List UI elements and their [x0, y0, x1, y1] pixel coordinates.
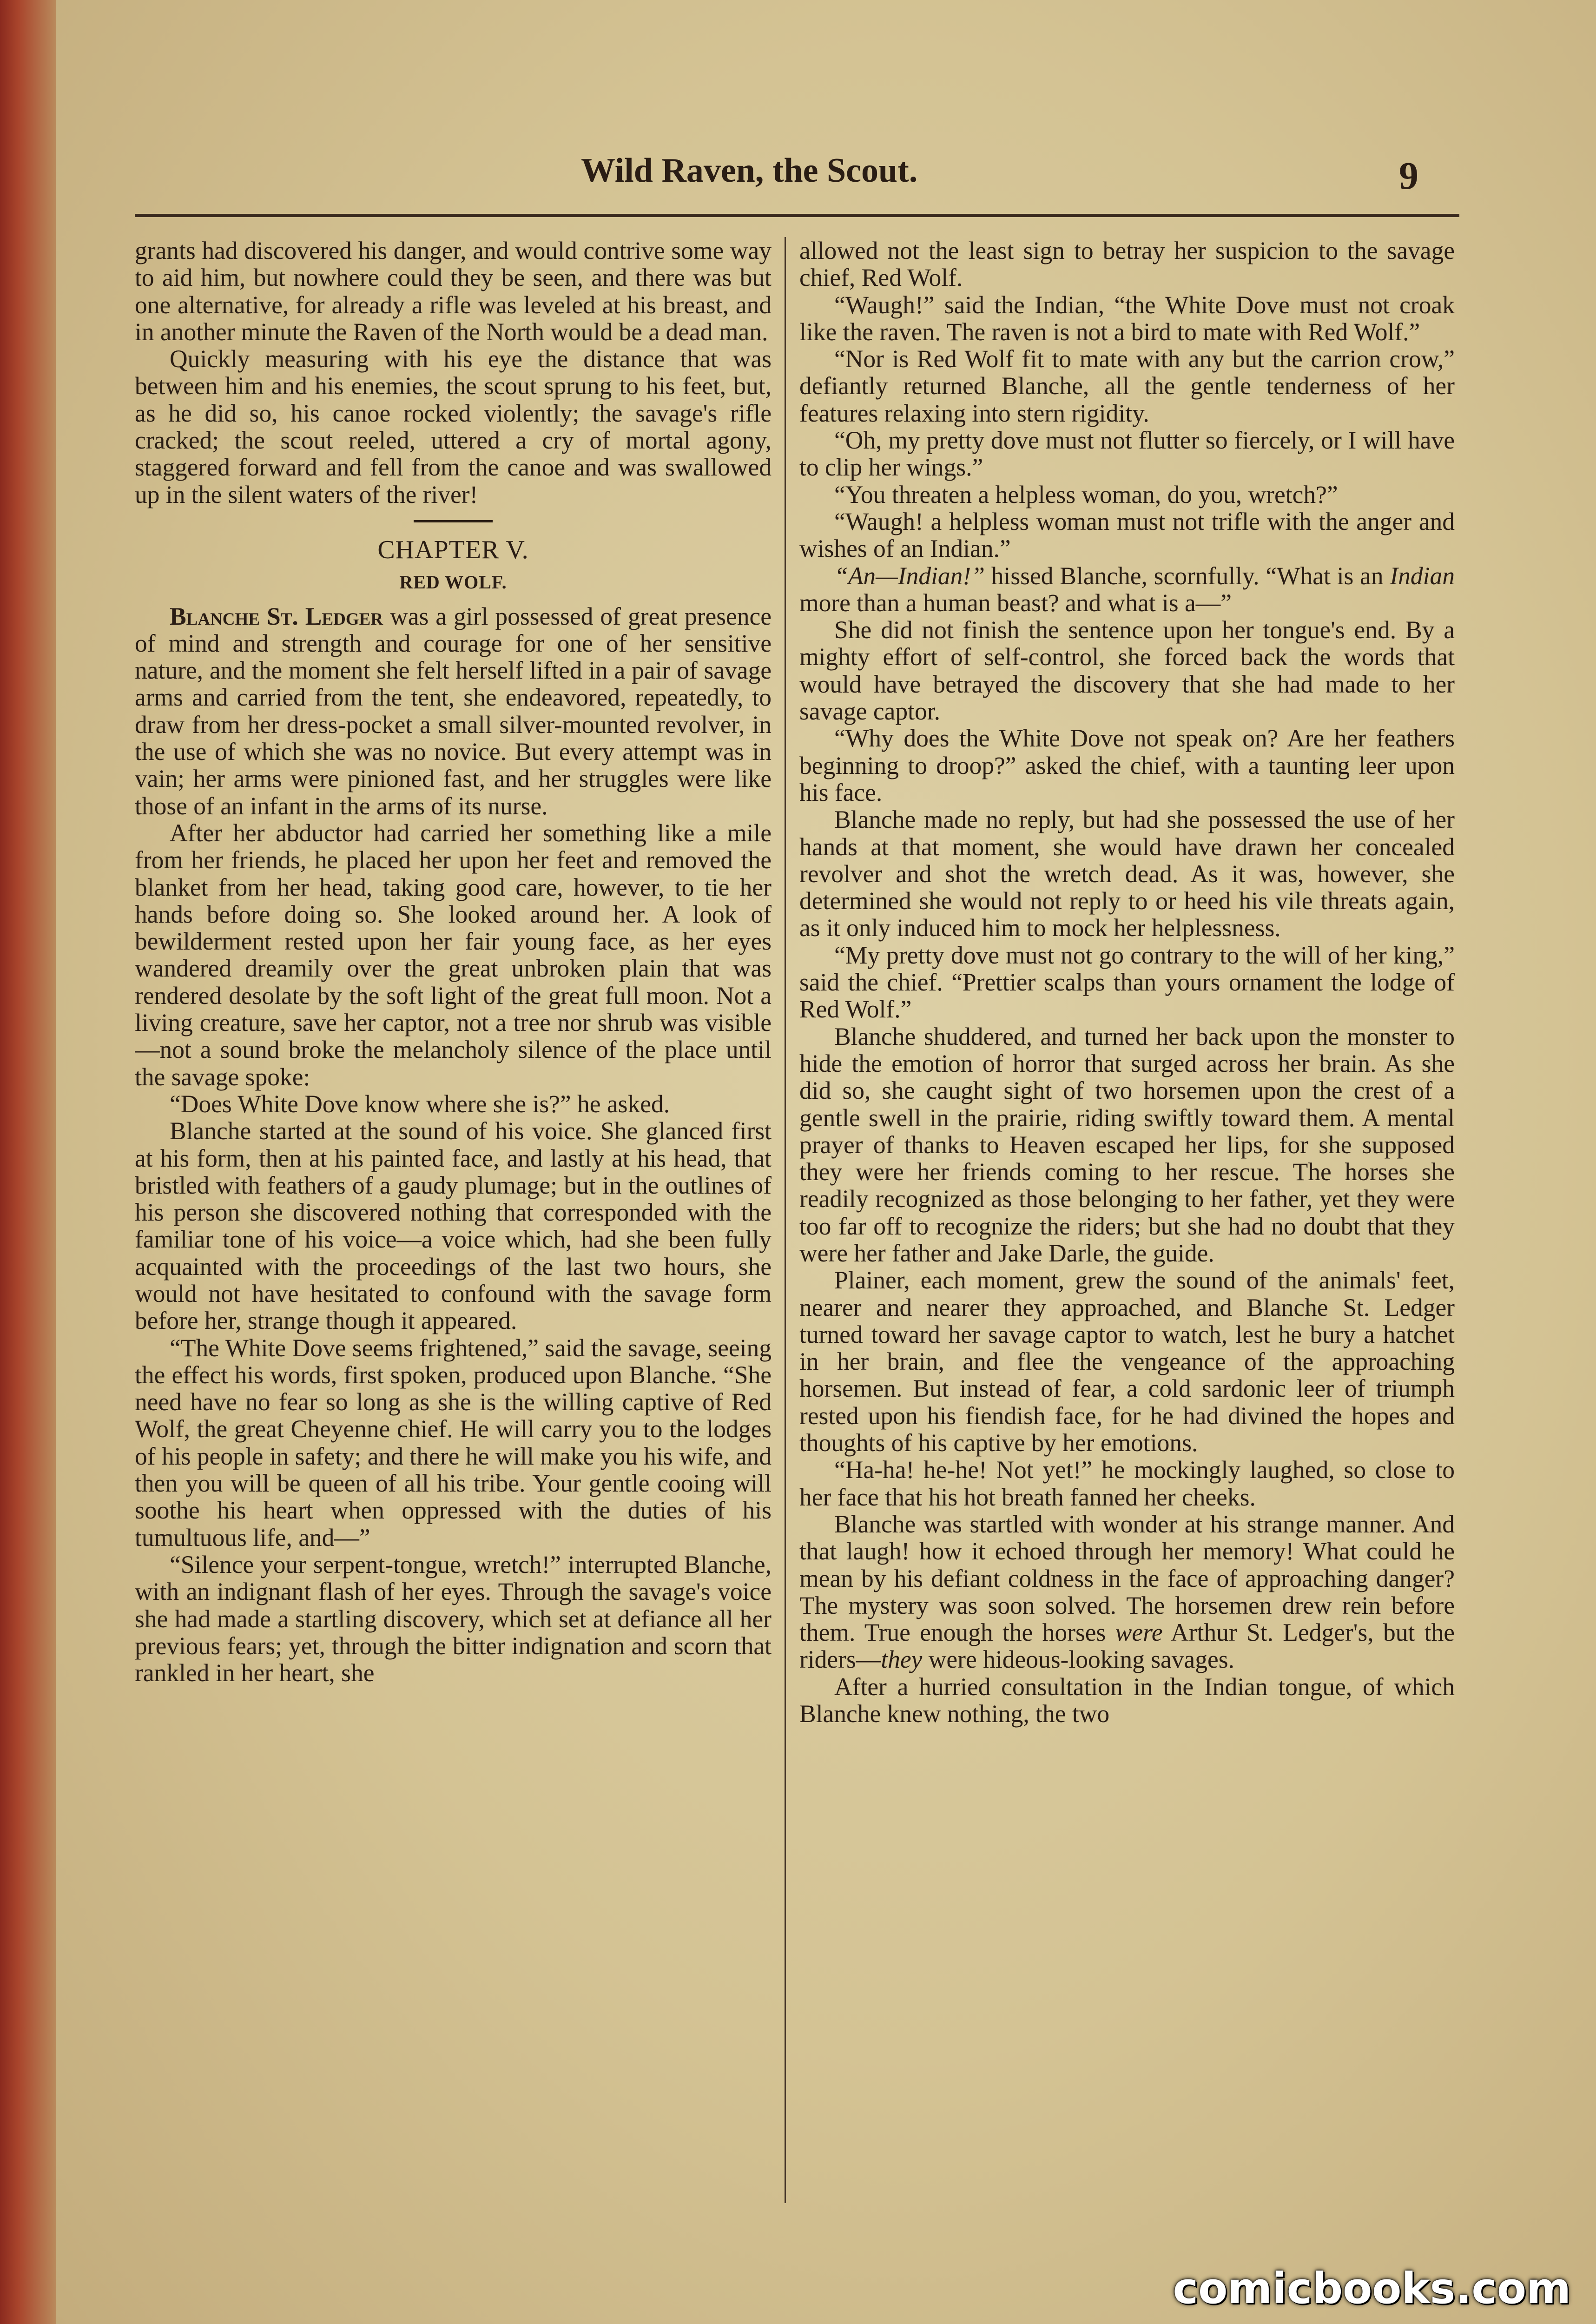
paragraph: She did not finish the sentence upon her tongue's end. By a mighty effort of self-control, she forced back the words that would have betrayed the discovery that she had made to her savage captor.: [799, 616, 1455, 726]
chapter-lead-in: Blanche St. Ledger: [170, 602, 383, 630]
paragraph: “You threaten a helpless woman, do you, wretch?”: [834, 480, 1338, 508]
paragraph: “Why does the White Dove not speak on? Are her feathers beginning to droop?” asked the chief, with a taunting leer upon his face.: [799, 724, 1455, 806]
chapter-title: CHAPTER V.: [377, 535, 529, 564]
italic-text: Indian: [1390, 561, 1455, 590]
running-title: Wild Raven, the Scout.: [581, 152, 918, 190]
paragraph: Blanche made no reply, but had she possessed the use of her hands at that moment, she would have drawn her concealed revolver and shot the wretch dead. As it was, however, she determined she would not reply to or heed his vile threats again, as it only induced him to mock her helplessness.: [799, 805, 1455, 942]
paragraph-text: hissed Blanche, scornfully. “What is an: [985, 561, 1390, 590]
paragraph: grants had discovered his danger, and would contrive some way to aid him, but nowhere could they be seen, and there was but one alternative, for already a rifle was leveled at his breast, and in another minute the Raven of the North would be a dead man.: [135, 237, 772, 346]
left-column: [135, 237, 772, 2203]
paragraph: Plainer, each moment, grew the sound of the animals' feet, nearer and nearer they approached, and Blanche St. Ledger turned toward her savage captor to watch, lest he bury a hatchet in her brain, and flee the vengeance of the approaching horsemen. But instead of fear, a cold sardonic leer of triumph rested upon his fiendish face, for he had divined the hopes and thoughts of his captive by her emotions.: [799, 1266, 1455, 1457]
italic-text: were: [1115, 1618, 1163, 1647]
paragraph: “Waugh! a helpless woman must not trifle with the anger and wishes of an Indian.”: [799, 507, 1455, 563]
page-number: 9: [1399, 154, 1418, 198]
paragraph: “Silence your serpent-tongue, wretch!” interrupted Blanche, with an indignant flash of her eyes. Through the savage's voice she had made a startling discovery, which set at defiance all her previous fears; yet, through the bitter indignation and scorn that rankled in her heart, she: [135, 1550, 772, 1687]
chapter-subtitle: RED WOLF.: [399, 572, 507, 593]
paragraph: “My pretty dove must not go contrary to the will of her king,” said the chief. “Prettier scalps than yours ornament the lodge of Red Wolf.”: [799, 941, 1455, 1023]
italic-text: they: [881, 1645, 923, 1674]
header-rule: [135, 214, 1459, 217]
paragraph: Blanche shuddered, and turned her back upon the monster to hide the emotion of horror that surged across her brain. As she did so, she caught sight of two horsemen upon the crest of a gentle swell in the prairie, riding swiftly toward them. A mental prayer of thanks to Heaven escaped her lips, for she supposed they were her friends coming to her rescue. The horses she readily recognized as those belonging to her father, yet they were too far off to recognize the riders; but she had no doubt that they were her father and Jake Darle, the guide.: [799, 1022, 1455, 1267]
paragraph: allowed not the least sign to betray her suspicion to the savage chief, Red Wolf.: [799, 237, 1455, 292]
section-divider: [414, 520, 493, 522]
paragraph: “Waugh!” said the Indian, “the White Dove must not croak like the raven. The raven is not a bird to mate with Red Wolf.”: [799, 290, 1455, 346]
paragraph: “Ha-ha! he-he! Not yet!” he mockingly laughed, so close to her face that his hot breath fanned her cheeks.: [799, 1456, 1455, 1511]
paragraph-text: Arthur St. Ledger's, but the riders—: [799, 1618, 1455, 1674]
paragraph: Quickly measuring with his eye the distance that was between him and his enemies, the scout sprung to his feet, but, as he did so, his canoe rocked violently; the savage's rifle cracked; the scout reeled, uttered a cry of mortal agony, staggered forward and fell from the canoe and was swallowed up in the silent waters of the river!: [135, 345, 772, 508]
paragraph: After her abductor had carried her something like a mile from her friends, he placed her upon her feet and removed the blanket from her head, taking good care, however, to tie her hands before doing so. She looked around her. A look of bewilderment rested upon her fair young face, as her eyes wandered dreamily over the great unbroken plain that was rendered desolate by the soft light of the great full moon. Not a living creature, save her captor, not a tree nor shrub was visible—not a sound broke the melancholy silence of the place until the savage spoke:: [135, 819, 772, 1091]
paragraph-text: more than a human beast? and what is a—”: [799, 588, 1232, 617]
italic-text: “An—Indian!”: [834, 561, 985, 590]
paragraph: [135, 603, 772, 819]
paragraph: “The White Dove seems frightened,” said the savage, seeing the effect his words, first spoken, produced upon Blanche. “She need have no fear so long as she is the willing captive of Red Wolf, the great Cheyenne chief. He will carry you to the lodges of his people in safety; and there he will make you his wife, and then you will be queen of all his tribe. Your gentle cooing will soothe his heart when oppressed with the duties of his tumultuous life, and—”: [135, 1334, 772, 1552]
column-divider: [785, 237, 786, 2203]
paragraph: “Nor is Red Wolf fit to mate with any but the carrion crow,” defiantly returned Blanche, all the gentle tenderness of her features relaxing into stern rigidity.: [799, 345, 1455, 427]
paragraph: [799, 1511, 1455, 1673]
paragraph: Blanche started at the sound of his voice. She glanced first at his form, then at his painted face, and lastly at his head, that bristled with feathers of a gaudy plumage; but in the outlines of his person she discovered nothing that corresponded with the familiar tone of his voice—a voice which, had she been fully acquainted with the proceedings of the last two hours, she would not have hesitated to confound with the savage form before her, strange though it appeared.: [135, 1117, 772, 1335]
paragraph-text: was a girl possessed of great presence of mind and strength and courage for one of her sensitive nature, and the moment she felt herself lifted in a pair of savage arms and carried from the tent, she endeavored, repeatedly, to draw from her dress-pocket a small silver-mounted revolver, in the use of which she was no novice. But every attempt was in vain; her arms were pinioned fast, and her struggles were like those of an infant in the arms of its nurse.: [135, 602, 772, 820]
paragraph: After a hurried consultation in the Indian tongue, of which Blanche knew nothing, the two: [799, 1672, 1455, 1728]
paragraph: “Does White Dove know where she is?” he asked.: [170, 1089, 670, 1118]
paragraph-text: were hideous-looking savages.: [922, 1645, 1234, 1674]
watermark: comicbooks.com: [1173, 2264, 1571, 2313]
right-column: [799, 237, 1455, 2203]
paragraph: [799, 562, 1455, 617]
paragraph-text: Blanche was startled with wonder at his strange manner. And that laugh! how it echoed through her memory! What could he mean by his defiant coldness in the face of approaching danger? The mystery was soon solved. The horsemen drew rein before them. True enough the horses: [799, 1510, 1455, 1647]
paragraph: “Oh, my pretty dove must not flutter so fiercely, or I will have to clip her wings.”: [799, 426, 1455, 482]
